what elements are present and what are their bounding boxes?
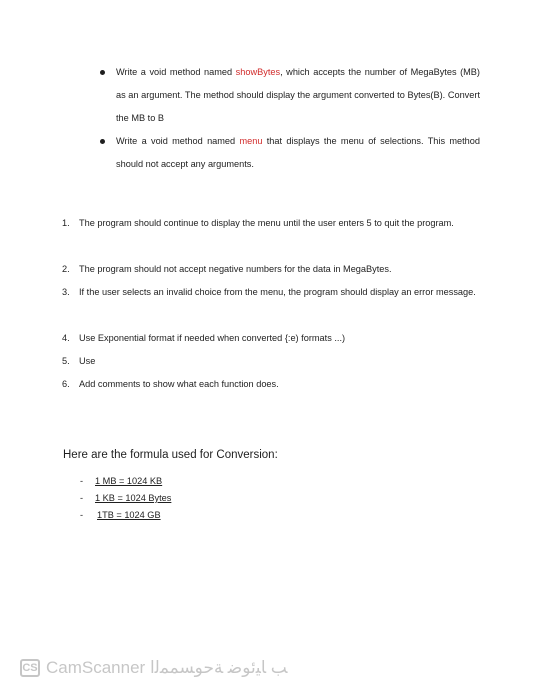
requirement-item-1 bbox=[62, 212, 482, 258]
list-dash: - bbox=[80, 476, 84, 486]
camscanner-logo-icon: CS bbox=[20, 659, 40, 677]
item-text: Use Exponential format if needed when converted {:e) formats ...) bbox=[79, 333, 346, 343]
bullet-text-pre: Write a void method named bbox=[116, 67, 236, 77]
list-dash: - bbox=[80, 510, 84, 520]
method-name-highlight: menu bbox=[239, 136, 263, 146]
bullet-text-post: , which accepts the number of MegaBytes (MB) as an argument. The method should display the argument converted to Bytes(B). Convert the MB to B bbox=[116, 67, 480, 123]
formula-text: 1TB = 1024 GB bbox=[97, 510, 161, 520]
camscanner-watermark bbox=[20, 655, 287, 681]
watermark-text: CamScanner ﺐ ﺎﻴﺋﻮﺿ ﺔﺣﻮﺴﻤﻤﻟا bbox=[46, 658, 288, 677]
bullet-text-post: that displays the menu of selections. This method should not accept any arguments. bbox=[116, 136, 480, 169]
requirement-item-5 bbox=[62, 350, 482, 373]
bullet-dot-icon bbox=[100, 139, 105, 144]
item-text: The program should continue to display the menu until the user enters 5 to quit the program. bbox=[79, 218, 454, 228]
item-text: If the user selects an invalid choice from the menu, the program should display an error message. bbox=[79, 287, 476, 297]
bullet-text bbox=[116, 61, 480, 130]
method-name-highlight: showBytes bbox=[235, 67, 281, 77]
formula-text: 1 KB = 1024 Bytes bbox=[95, 493, 172, 503]
requirement-item-6 bbox=[62, 373, 482, 396]
item-text: Add comments to show what each function does. bbox=[79, 379, 279, 389]
bullet-text bbox=[116, 130, 480, 176]
item-number: 6. bbox=[62, 379, 70, 389]
item-number: 5. bbox=[62, 356, 70, 366]
bullet-text-pre: Write a void method named bbox=[116, 136, 240, 146]
bullet-item-showbytes bbox=[100, 61, 480, 131]
item-number: 3. bbox=[62, 287, 70, 297]
item-number: 1. bbox=[62, 218, 70, 228]
bullet-item-menu bbox=[100, 130, 480, 178]
formula-text: 1 MB = 1024 KB bbox=[95, 476, 163, 486]
requirement-item-2 bbox=[62, 258, 482, 281]
requirement-item-4 bbox=[62, 327, 482, 350]
item-number: 4. bbox=[62, 333, 70, 343]
bullet-dot-icon bbox=[100, 70, 105, 75]
item-text: The program should not accept negative numbers for the data in MegaBytes. bbox=[79, 264, 392, 274]
item-number: 2. bbox=[62, 264, 70, 274]
item-text: Use bbox=[79, 356, 96, 366]
requirement-item-3 bbox=[62, 281, 482, 327]
formula-heading: Here are the formula used for Conversion: bbox=[63, 449, 278, 461]
list-dash: - bbox=[80, 493, 84, 503]
